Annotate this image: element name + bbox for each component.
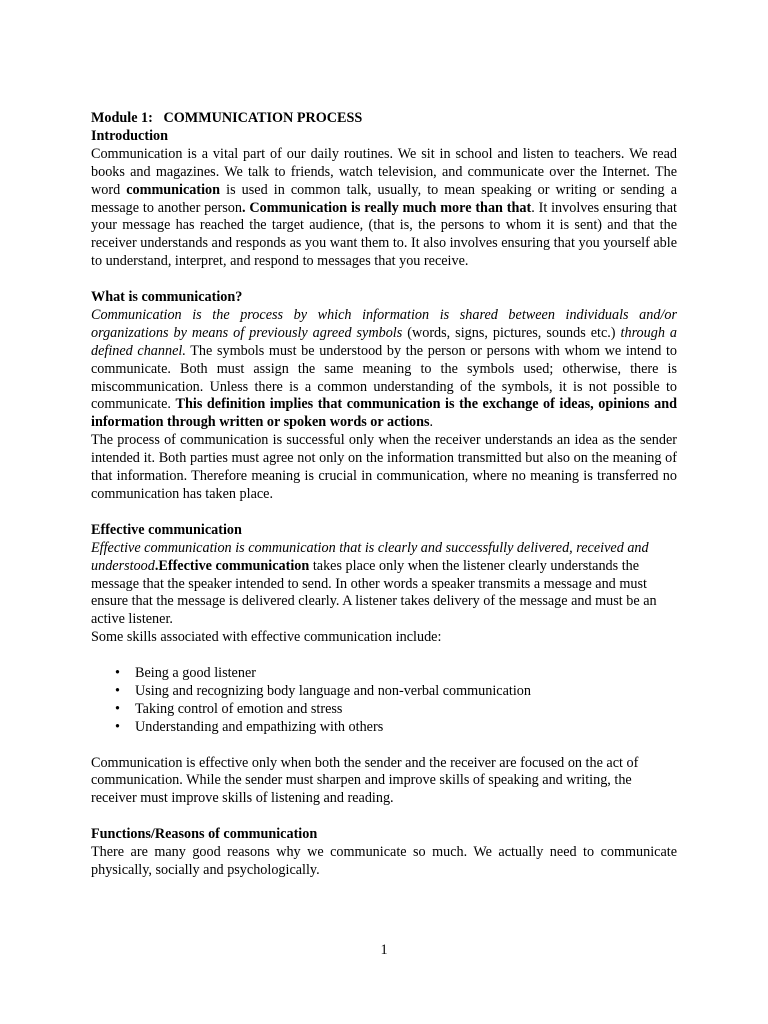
effective-heading: Effective communication	[91, 521, 242, 538]
what-paragraph-2: The process of communication is successful only when the receiver understands an idea as the sender intended it. Both parties must agree not only on the information transmitted but also on the meaning of that information. Therefore meaning is crucial in communication, where no meaning is transferred no communication has taken place.	[91, 432, 677, 503]
module-label: Module 1:	[91, 110, 153, 126]
intro-paragraph	[91, 146, 677, 271]
intro-heading: Introduction	[91, 127, 168, 144]
document-page	[91, 110, 677, 880]
bullet-icon: •	[115, 682, 120, 699]
spacer	[91, 647, 677, 665]
spacer	[91, 271, 677, 289]
list-item	[91, 719, 677, 737]
intro-text-3: . It involves ensuring that your message has reached the target audience, (that is, the persons to whom it is sent) and that the receiver understands and responds as you want them to. It also involves ensuring that you yourself able to understand, interpret, and respond to messages that you receive.	[91, 199, 677, 270]
bullet-icon: •	[115, 700, 120, 717]
list-item-text: Being a good listener	[135, 665, 256, 682]
spacer	[91, 504, 677, 522]
list-item	[91, 665, 677, 683]
intro-text-bold-2: . Communication is really much more than that	[241, 199, 532, 216]
page-number: 1	[380, 942, 388, 958]
definition-text-1: (words, signs, pictures, sounds etc.)	[402, 324, 621, 341]
bullet-icon: •	[115, 718, 120, 735]
functions-heading: Functions/Reasons of communication	[91, 826, 318, 843]
module-name: COMMUNICATION PROCESS	[163, 110, 363, 126]
effective-paragraph-2: Communication is effective only when both the sender and the receiver are focused on the act of communication. While the sender must sharpen and improve skills of speaking and writing, the receiver must improve skills of listening and reading.	[91, 754, 639, 807]
what-heading: What is communication?	[91, 289, 243, 306]
effective-paragraph-1	[91, 540, 677, 630]
bullet-icon: •	[115, 665, 120, 682]
functions-paragraph: There are many good reasons why we communicate so much. We actually need to communicate physically, socially and psychologically.	[91, 844, 677, 878]
skills-list	[91, 665, 677, 737]
effective-italic: Effective communication is communication that is clearly and successfully delivered, received and understood	[91, 539, 649, 574]
list-item	[91, 701, 677, 719]
definition-italic-1: Communication is the process by which information is shared between individuals and/or organizations by means of previously agreed symbols	[91, 306, 677, 341]
spacer	[91, 737, 677, 755]
list-item	[91, 683, 677, 701]
what-paragraph-1	[91, 307, 677, 432]
intro-text-bold-1: communication	[126, 181, 221, 198]
list-item-text: Using and recognizing body language and non-verbal communication	[135, 682, 531, 699]
spacer	[91, 808, 677, 826]
definition-text-3: .	[429, 414, 434, 431]
effective-bold: .Effective communication	[154, 557, 310, 574]
intro-text-2: is used in common talk, usually, to mean speaking or writing or sending a message to another person	[91, 181, 677, 216]
list-item-text: Taking control of emotion and stress	[135, 700, 343, 717]
module-title	[91, 110, 677, 128]
list-item-text: Understanding and empathizing with others	[135, 718, 384, 735]
skills-intro: Some skills associated with effective communication include:	[91, 629, 442, 646]
definition-italic-2: through a defined channel.	[91, 324, 678, 359]
intro-text-1: Communication is a vital part of our daily routines. We sit in school and listen to teachers. We read books and magazines. We talk to friends, watch television, and communicate over the Internet. The word	[91, 145, 677, 198]
definition-bold: This definition implies that communication is the exchange of ideas, opinions and information through written or spoken words or actions	[91, 396, 677, 431]
effective-text: takes place only when the listener clearly understands the message that the speaker intended to send. In other words a speaker transmits a message and must ensure that the message is delivered clearly. A listener takes delivery of the message and must be an active listener.	[91, 557, 657, 628]
definition-text-2: The symbols must be understood by the person or persons with whom we intend to communicate. Both must assign the same meaning to the symbols used; otherwise, there is miscommunication. Unless there is a common understanding of the symbols, it is not possible to communicate.	[91, 342, 678, 413]
